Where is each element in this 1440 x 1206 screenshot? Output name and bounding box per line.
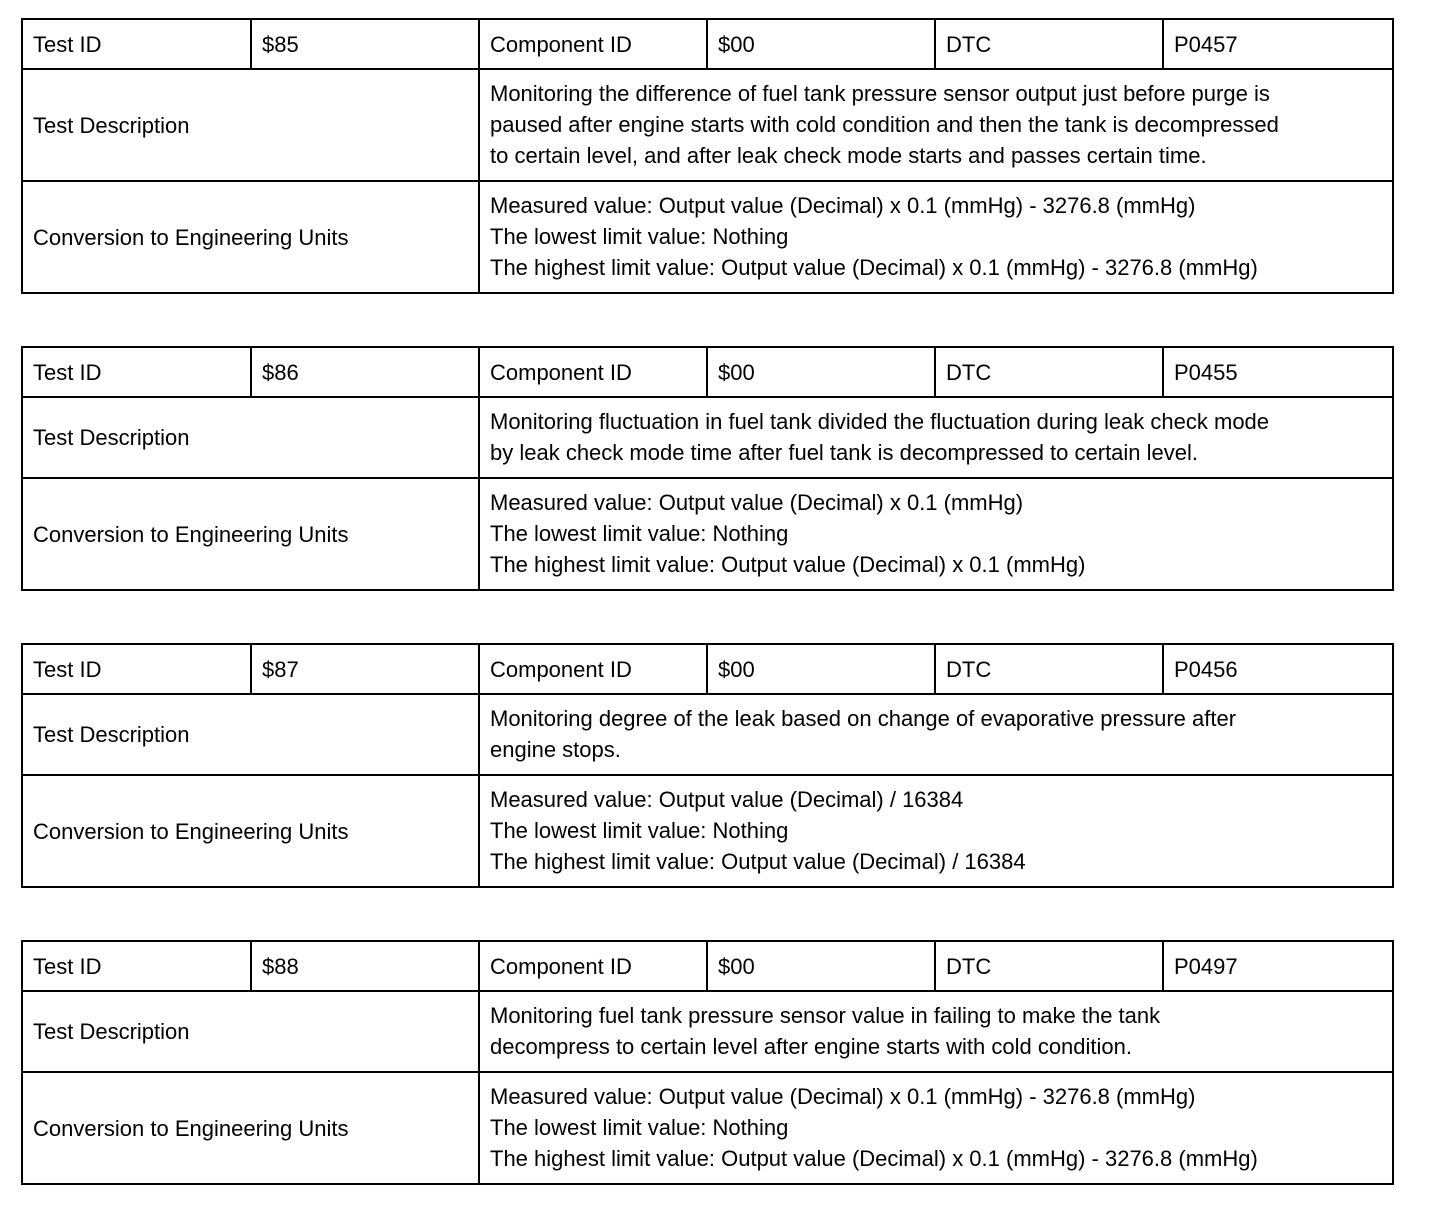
conversion-line: The lowest limit value: Nothing — [490, 521, 789, 546]
component-id-value: $00 — [707, 644, 935, 694]
dtc-value: P0497 — [1163, 941, 1393, 991]
test-id-value: $85 — [251, 19, 479, 69]
test-table — [21, 643, 1394, 888]
test-id-value: $86 — [251, 347, 479, 397]
test-description-row — [22, 694, 1393, 775]
conversion-line: Measured value: Output value (Decimal) x 0.1 (mmHg) - 3276.8 (mmHg) — [490, 193, 1196, 218]
description-line: Monitoring the difference of fuel tank pressure sensor output just before purge is — [490, 81, 1270, 106]
conversion-line: Measured value: Output value (Decimal) / 16384 — [490, 787, 964, 812]
test-id-label: Test ID — [22, 347, 251, 397]
conversion-line: The lowest limit value: Nothing — [490, 1115, 789, 1140]
test-header-row — [22, 347, 1393, 397]
dtc-label: DTC — [935, 941, 1163, 991]
description-line: by leak check mode time after fuel tank is decompressed to certain level. — [490, 440, 1199, 465]
test-id-label: Test ID — [22, 644, 251, 694]
conversion-text — [479, 1072, 1393, 1184]
conversion-line: Measured value: Output value (Decimal) x 0.1 (mmHg) — [490, 490, 1024, 515]
component-id-value: $00 — [707, 347, 935, 397]
test-header-row — [22, 941, 1393, 991]
conversion-label: Conversion to Engineering Units — [22, 775, 479, 887]
description-line: Monitoring fluctuation in fuel tank divided the fluctuation during leak check mode — [490, 409, 1270, 434]
test-table — [21, 940, 1394, 1185]
component-id-value: $00 — [707, 19, 935, 69]
component-id-label: Component ID — [479, 941, 707, 991]
dtc-label: DTC — [935, 347, 1163, 397]
component-id-label: Component ID — [479, 19, 707, 69]
conversion-label: Conversion to Engineering Units — [22, 181, 479, 293]
conversion-line: The highest limit value: Output value (Decimal) x 0.1 (mmHg) - 3276.8 (mmHg) — [490, 255, 1258, 280]
test-description-label: Test Description — [22, 694, 479, 775]
conversion-line: The highest limit value: Output value (Decimal) x 0.1 (mmHg) - 3276.8 (mmHg) — [490, 1146, 1258, 1171]
test-id-label: Test ID — [22, 19, 251, 69]
test-description-text — [479, 991, 1393, 1072]
description-line: paused after engine starts with cold condition and then the tank is decompressed — [490, 112, 1279, 137]
dtc-value: P0455 — [1163, 347, 1393, 397]
test-description-row — [22, 397, 1393, 478]
component-id-label: Component ID — [479, 347, 707, 397]
dtc-value: P0456 — [1163, 644, 1393, 694]
conversion-line: The lowest limit value: Nothing — [490, 224, 789, 249]
conversion-line: The highest limit value: Output value (Decimal) x 0.1 (mmHg) — [490, 552, 1086, 577]
conversion-line: Measured value: Output value (Decimal) x 0.1 (mmHg) - 3276.8 (mmHg) — [490, 1084, 1196, 1109]
description-line: Monitoring degree of the leak based on change of evaporative pressure after — [490, 706, 1237, 731]
test-description-text — [479, 397, 1393, 478]
test-description-text — [479, 69, 1393, 181]
conversion-label: Conversion to Engineering Units — [22, 1072, 479, 1184]
conversion-line: The highest limit value: Output value (Decimal) / 16384 — [490, 849, 1026, 874]
dtc-label: DTC — [935, 644, 1163, 694]
description-line: engine stops. — [490, 737, 621, 762]
description-line: to certain level, and after leak check mode starts and passes certain time. — [490, 143, 1207, 168]
test-description-label: Test Description — [22, 991, 479, 1072]
conversion-text — [479, 478, 1393, 590]
conversion-row — [22, 775, 1393, 887]
conversion-row — [22, 1072, 1393, 1184]
conversion-row — [22, 478, 1393, 590]
dtc-value: P0457 — [1163, 19, 1393, 69]
test-id-value: $88 — [251, 941, 479, 991]
test-header-row — [22, 644, 1393, 694]
test-id-value: $87 — [251, 644, 479, 694]
test-description-row — [22, 69, 1393, 181]
conversion-text — [479, 775, 1393, 887]
description-line: Monitoring fuel tank pressure sensor value in failing to make the tank — [490, 1003, 1161, 1028]
test-table — [21, 346, 1394, 591]
description-line: decompress to certain level after engine starts with cold condition. — [490, 1034, 1132, 1059]
test-header-row — [22, 19, 1393, 69]
conversion-text — [479, 181, 1393, 293]
test-description-label: Test Description — [22, 69, 479, 181]
conversion-row — [22, 181, 1393, 293]
test-id-label: Test ID — [22, 941, 251, 991]
component-id-value: $00 — [707, 941, 935, 991]
component-id-label: Component ID — [479, 644, 707, 694]
dtc-label: DTC — [935, 19, 1163, 69]
conversion-label: Conversion to Engineering Units — [22, 478, 479, 590]
test-table — [21, 18, 1394, 294]
test-description-text — [479, 694, 1393, 775]
test-description-label: Test Description — [22, 397, 479, 478]
conversion-line: The lowest limit value: Nothing — [490, 818, 789, 843]
test-description-row — [22, 991, 1393, 1072]
